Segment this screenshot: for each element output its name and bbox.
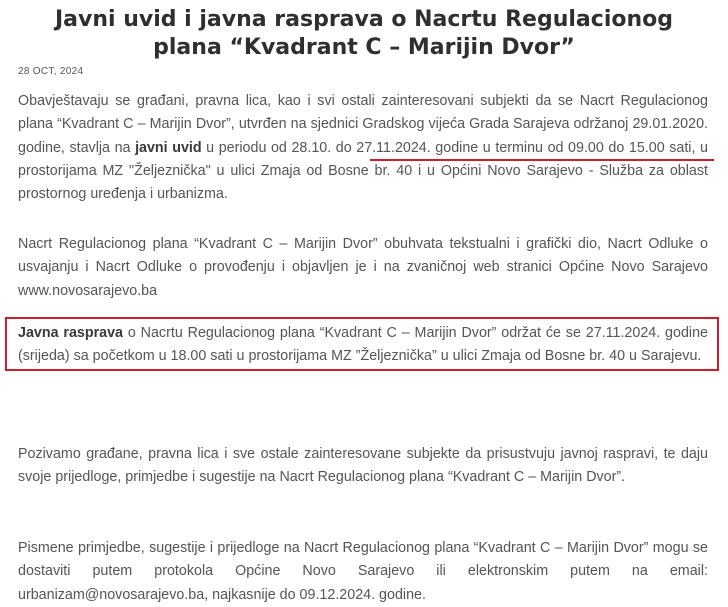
article-title-line-1: Javni uvid i javna rasprava o Nacrtu Regulacionog — [55, 7, 673, 32]
paragraph-written-comments: Pismene primjedbe, sugestije i prijedloge na Nacrt Regulacionog plana “Kvadrant C – Marijin Dvor” mogu se dostaviti putem protokola Općine Novo Sarajevo ili elektronskim putem na email: urbanizam@novosarajevo.ba, najkasnije do 09.12.2024. godine. — [18, 540, 708, 603]
paragraph-public-debate — [18, 322, 708, 369]
paragraph-text: u periodu od 28.10. do 27.11.2024. godine u terminu od 09.00 do 15.00 sati, u prostorijama MZ "Željeznička" u ulici Zmaja od Bosne br. 40 i u Općini Novo Sarajevo - Služba za oblast prostornog uređenja i urbanizma. — [18, 139, 708, 203]
article-title — [20, 6, 708, 62]
paragraph-text: Nacrt Regulacionog plana “Kvadrant C – Marijin Dvor” obuhvata tekstualni i grafički dio, Nacrt Odluke o usvajanju i Nacrt Odluke o provođenju i objavljen je i na zvaničnoj web stranici Općine Novo Sarajevo — [18, 236, 708, 276]
bold-public-debate-term: Javna rasprava — [18, 325, 124, 341]
paragraph-public-review — [18, 90, 708, 206]
paragraph-invitation: Pozivamo građane, pravna lica i sve ostale zainteresovane subjekte da prisustvuju javnoj raspravi, te daju svoje prijedloge, primjedbe i sugestije na Nacrt Regulacionog plana “Kvadrant C – Marijin Dvor”. — [18, 446, 708, 486]
red-underline-highlight — [370, 159, 714, 161]
article-title-line-2: plana “Kvadrant C – Marijin Dvor” — [153, 35, 575, 60]
paragraph-text: o Nacrtu Regulacionog plana “Kvadrant C – Marijin Dvor” održat će se 27.11.2024. godine (srijeda) sa početkom u 18.00 sati u prostorijama MZ ”Željeznička” u ulici Zmaja od Bosne br. 40 u Sarajevu. — [18, 325, 708, 365]
publish-date: 28 OCT, 2024 — [18, 66, 84, 77]
website-link[interactable]: www.novosarajevo.ba — [18, 282, 158, 299]
paragraph-text: Obavještavaju se građani, pravna lica, kao i svi ostali zainteresovani subjekti da se Nacrt Regulacionog plana “Kvadrant C – Marijin Dvor”, utvrđen na sjednici Gradskog vijeća Grada Sarajeva održanoj 29.01.2020. godine, stavlja na — [18, 93, 708, 156]
paragraph-plan-contents — [18, 233, 708, 303]
bold-public-review-term: javni uvid — [135, 139, 202, 156]
